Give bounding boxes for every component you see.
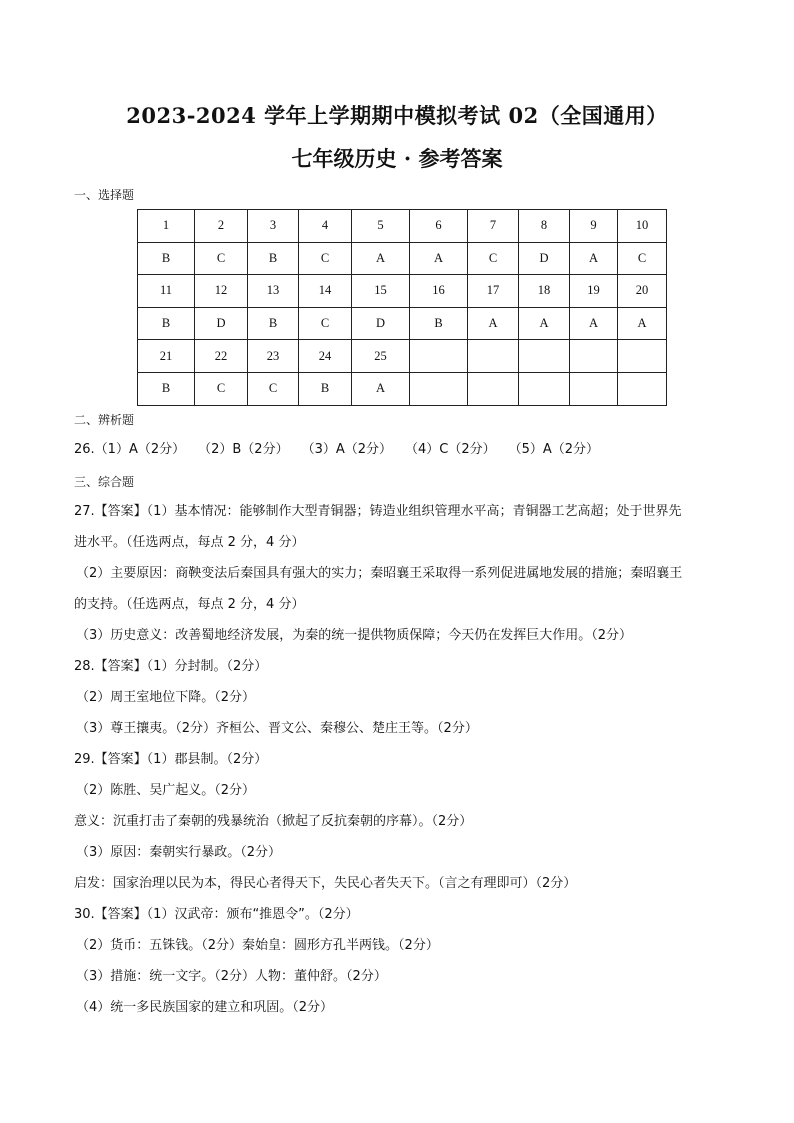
q29-line-2: （2）陈胜、吴广起义。（2分） — [76, 783, 256, 798]
answer-cell: B — [248, 307, 299, 340]
answer-cell: D — [352, 307, 410, 340]
question-number-cell: 6 — [410, 210, 468, 243]
q29-line-5: 启发：国家治理以民为本，得民心者得天下，失民心者失天下。（言之有理即可）（2分） — [74, 876, 577, 891]
question-number-cell: 16 — [410, 275, 468, 308]
answer-cell: A — [410, 242, 468, 275]
answer-cell: C — [195, 242, 248, 275]
question-number-cell — [410, 340, 468, 373]
answer-cell — [410, 372, 468, 405]
question-number-cell: 9 — [570, 210, 618, 243]
answer-table-row — [138, 307, 667, 340]
q28-line-2: （2）周王室地位下降。（2分） — [76, 690, 256, 705]
question-number-cell: 15 — [352, 275, 410, 308]
answer-cell — [618, 372, 667, 405]
answer-cell: A — [570, 242, 618, 275]
answer-cell: B — [138, 242, 195, 275]
q26-answers: 26.（1）A（2分） （2）B（2分） （3）A（2分） （4）C（2分） （5）A（2分） — [74, 442, 600, 457]
answer-cell: A — [352, 242, 410, 275]
question-number-cell: 11 — [138, 275, 195, 308]
answer-cell: B — [299, 372, 352, 405]
answer-table-row — [138, 275, 667, 308]
answer-cell: C — [468, 242, 519, 275]
exam-subtitle: 七年级历史 · 参考答案 — [291, 146, 503, 171]
section-choice-heading: 一、选择题 — [74, 188, 135, 202]
q27-line-4: 的支持。（任选两点，每点 2 分，4 分） — [74, 597, 305, 612]
answer-cell — [468, 372, 519, 405]
question-number-cell: 2 — [195, 210, 248, 243]
q27-line-3: （2）主要原因：商鞅变法后秦国具有强大的实力；秦昭襄王采取得一系列促进属地发展的措施；秦昭襄王 — [76, 566, 683, 581]
q30-line-3: （3）措施：统一文字。（2分）人物：董仲舒。（2分） — [76, 969, 387, 984]
answer-table-row — [138, 340, 667, 373]
answer-cell: C — [299, 242, 352, 275]
question-number-cell — [468, 340, 519, 373]
q29-line-4: （3）原因：秦朝实行暴政。（2分） — [76, 845, 282, 860]
question-number-cell: 21 — [138, 340, 195, 373]
q27-line-2: 进水平。（任选两点，每点 2 分，4 分） — [74, 535, 305, 550]
answer-table-row — [138, 372, 667, 405]
section-comprehensive-heading: 三、综合题 — [74, 475, 135, 489]
answer-table — [137, 209, 667, 406]
question-number-cell: 12 — [195, 275, 248, 308]
q30-line-4: （4）统一多民族国家的建立和巩固。（2分） — [76, 1000, 334, 1015]
question-number-cell: 14 — [299, 275, 352, 308]
question-number-cell: 3 — [248, 210, 299, 243]
question-number-cell: 25 — [352, 340, 410, 373]
question-number-cell: 1 — [138, 210, 195, 243]
answer-cell: C — [618, 242, 667, 275]
answer-cell: B — [410, 307, 468, 340]
q28-line-1: 28.【答案】（1）分封制。（2分） — [74, 659, 268, 674]
question-number-cell: 18 — [519, 275, 570, 308]
answer-cell: B — [138, 307, 195, 340]
answer-table-row — [138, 210, 667, 243]
answer-cell: C — [195, 372, 248, 405]
question-number-cell — [618, 340, 667, 373]
answer-cell: A — [519, 307, 570, 340]
q27-line-5: （3）历史意义：改善蜀地经济发展，为秦的统一提供物质保障；今天仍在发挥巨大作用。（2分） — [76, 628, 633, 643]
question-number-cell — [570, 340, 618, 373]
question-number-cell: 23 — [248, 340, 299, 373]
q28-line-3: （3）尊王攘夷。（2分）齐桓公、晋文公、秦穆公、楚庄王等。（2分） — [76, 721, 478, 736]
question-number-cell: 8 — [519, 210, 570, 243]
section-judge-heading: 二、辨析题 — [74, 413, 135, 427]
question-number-cell: 7 — [468, 210, 519, 243]
answer-cell: B — [248, 242, 299, 275]
answer-cell: D — [519, 242, 570, 275]
answer-cell: B — [138, 372, 195, 405]
q29-line-3: 意义：沉重打击了秦朝的残暴统治（掀起了反抗秦朝的序幕）。（2分） — [74, 814, 473, 829]
q29-line-1: 29.【答案】（1）郡县制。（2分） — [74, 752, 268, 767]
question-number-cell: 4 — [299, 210, 352, 243]
q30-line-1: 30.【答案】（1）汉武帝：颁布“推恩令”。（2分） — [74, 907, 359, 922]
exam-title: 2023-2024 学年上学期期中模拟考试 02（全国通用） — [126, 103, 668, 128]
question-number-cell: 5 — [352, 210, 410, 243]
answer-cell: D — [195, 307, 248, 340]
question-number-cell: 19 — [570, 275, 618, 308]
answer-cell: A — [570, 307, 618, 340]
answer-cell: A — [618, 307, 667, 340]
question-number-cell: 20 — [618, 275, 667, 308]
question-number-cell: 13 — [248, 275, 299, 308]
question-number-cell: 17 — [468, 275, 519, 308]
question-number-cell: 22 — [195, 340, 248, 373]
answer-cell: C — [248, 372, 299, 405]
answer-cell: A — [352, 372, 410, 405]
answer-cell — [570, 372, 618, 405]
q27-line-1: 27.【答案】（1）基本情况：能够制作大型青铜器；铸造业组织管理水平高；青铜器工艺高超；处于世界先 — [74, 504, 682, 519]
question-number-cell: 10 — [618, 210, 667, 243]
answer-cell — [519, 372, 570, 405]
question-number-cell — [519, 340, 570, 373]
question-number-cell: 24 — [299, 340, 352, 373]
answer-cell: C — [299, 307, 352, 340]
answer-table-row — [138, 242, 667, 275]
q30-line-2: （2）货币：五铢钱。（2分）秦始皇：圆形方孔半两钱。（2分） — [76, 938, 439, 953]
answer-cell: A — [468, 307, 519, 340]
